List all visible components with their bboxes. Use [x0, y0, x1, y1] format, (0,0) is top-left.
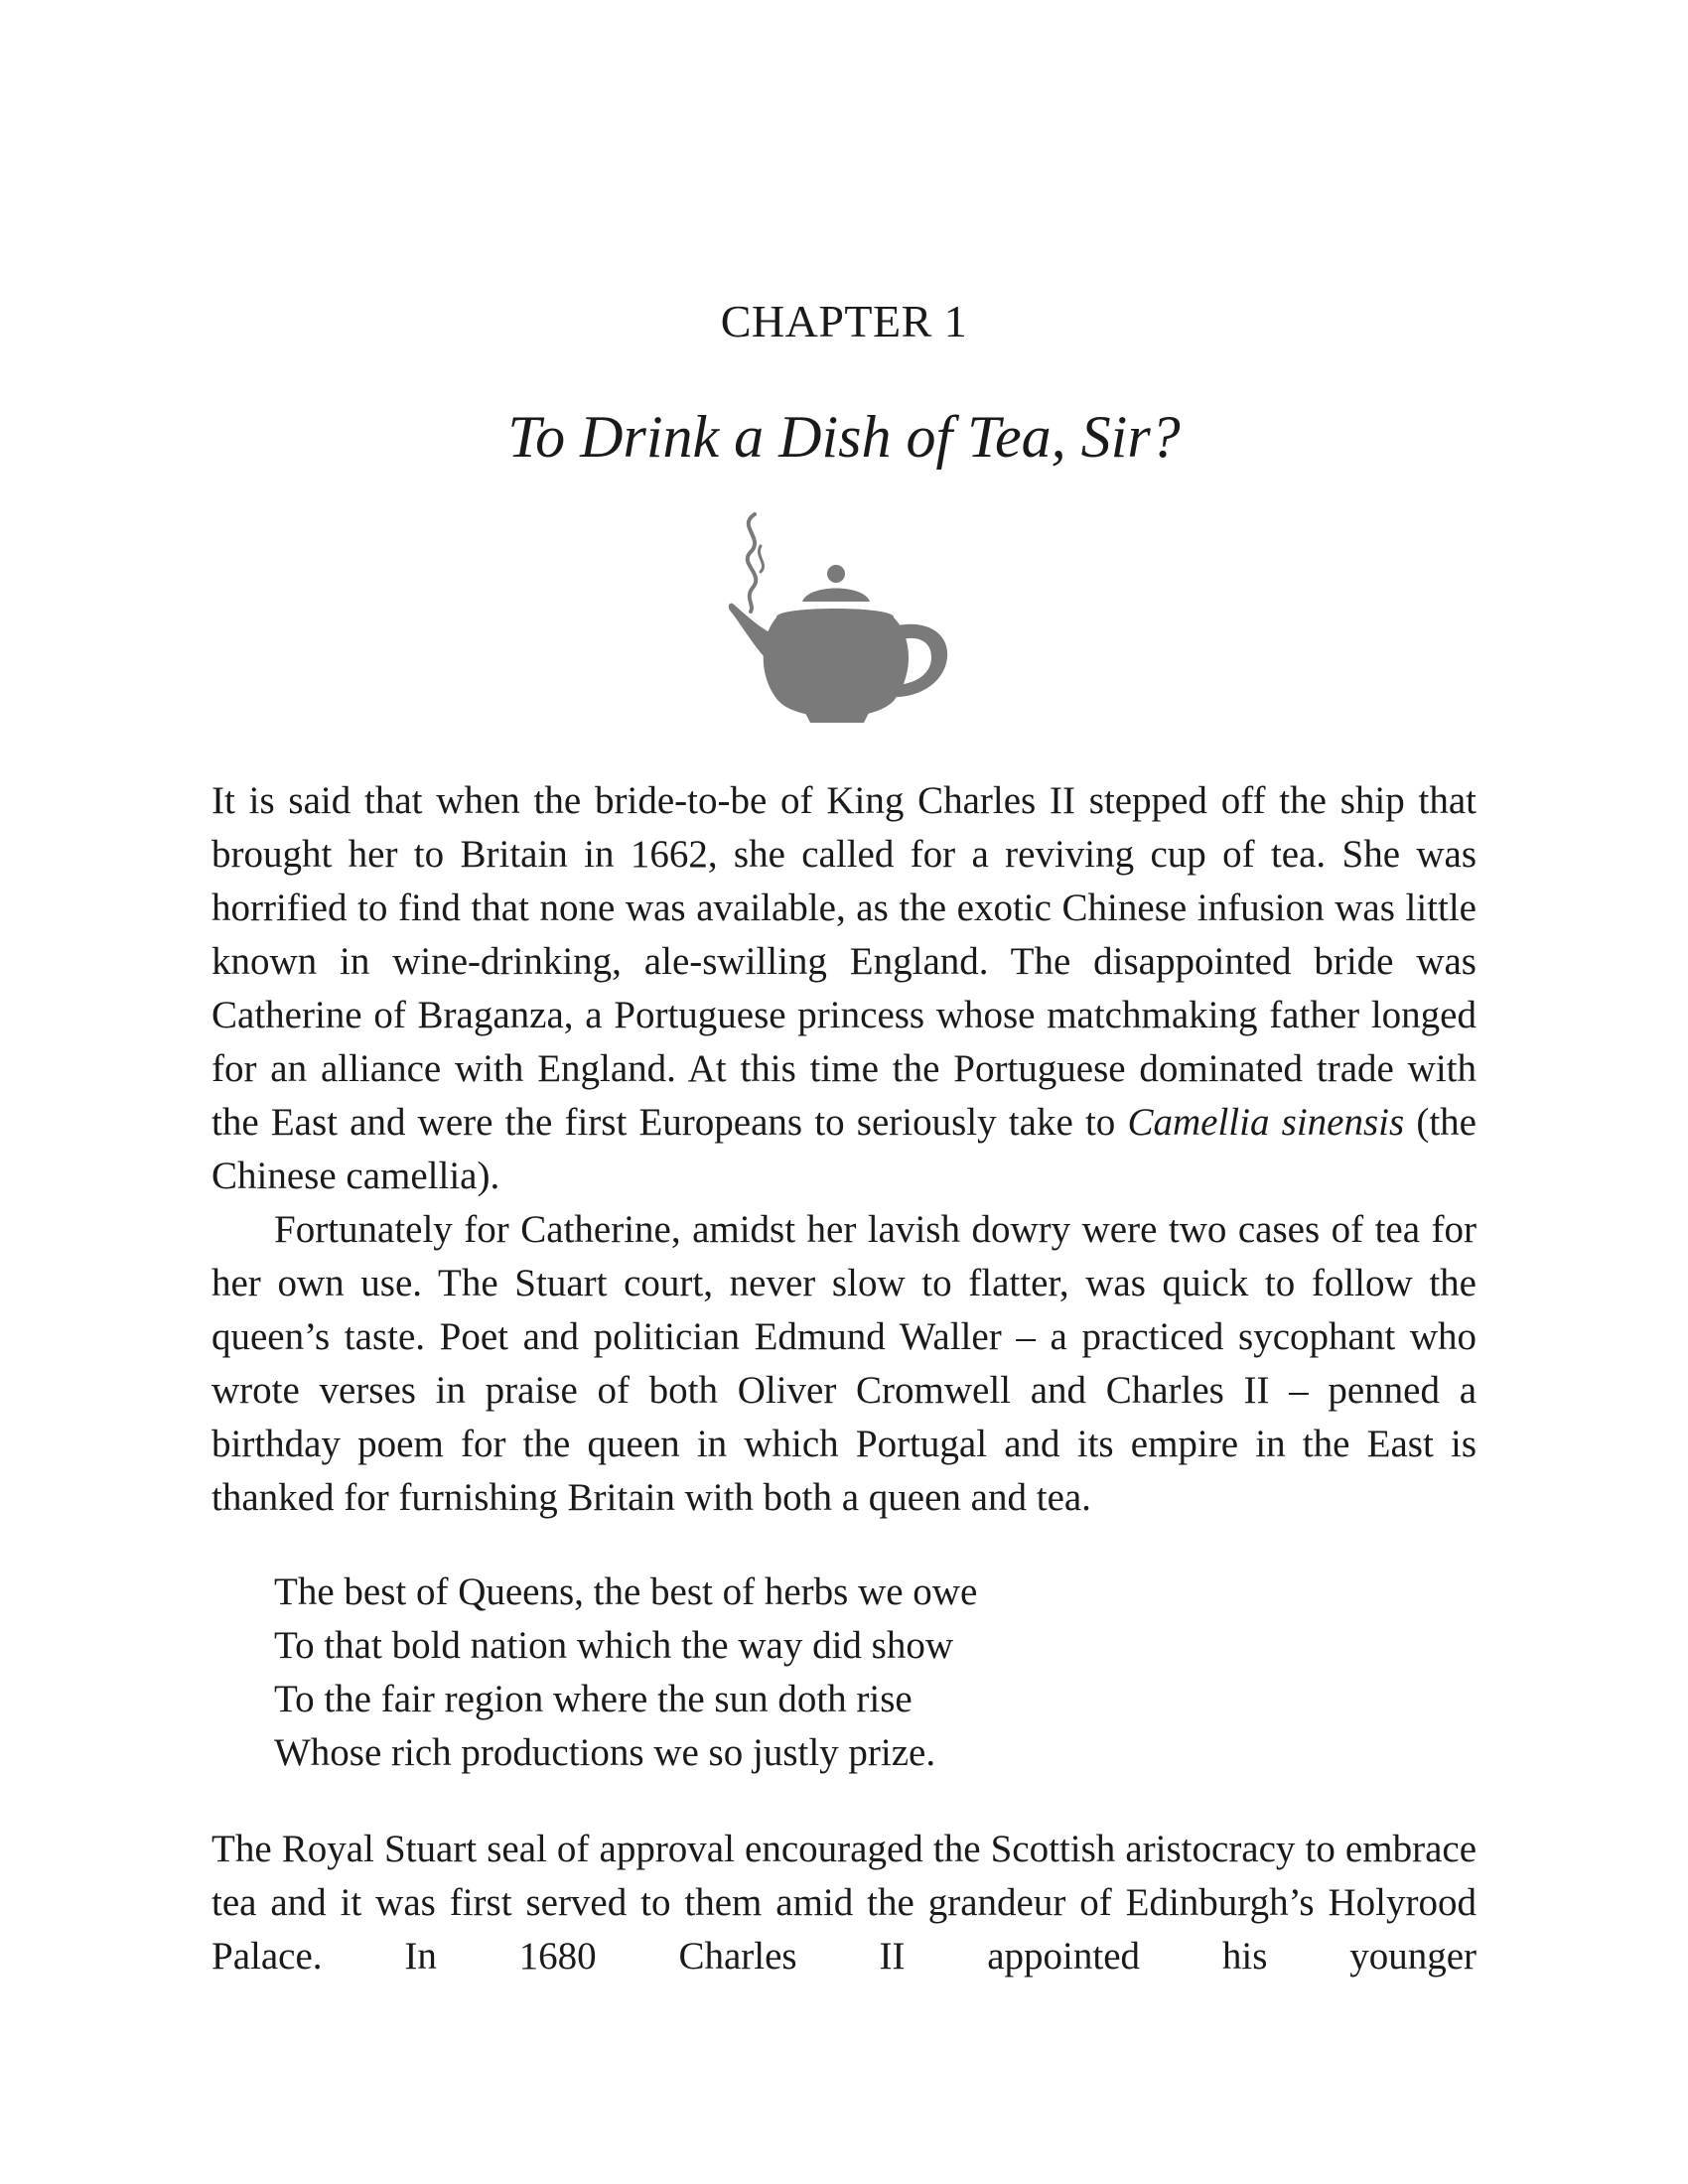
paragraph-3 [211, 1823, 1477, 1983]
verse-line: To that bold nation which the way did show [274, 1624, 954, 1667]
chapter-number: CHAPTER 1 [720, 296, 968, 346]
species-name: Camellia sinensis [1127, 1101, 1405, 1144]
teapot-icon [725, 506, 963, 735]
verse-line: To the fair region where the sun doth rise [274, 1678, 913, 1720]
paragraph-2 [211, 1203, 1477, 1525]
verse-line: The best of Queens, the best of herbs we owe [274, 1570, 978, 1613]
paragraph-3-text: The Royal Stuart seal of approval encouraged the Scottish aristocracy to embrace tea and it was first served to them amid the grandeur of Edinburgh’s Holyrood Palace. In 1680 Charles II appointed his younger [211, 1828, 1477, 1978]
chapter-title: To Drink a Dish of Tea, Sir? [507, 404, 1181, 470]
paragraph-1 [211, 774, 1477, 1203]
poem-quote [274, 1566, 977, 1780]
verse-line: Whose rich productions we so justly prize. [274, 1731, 936, 1774]
paragraph-1-end: (the Chinese camellia). [211, 1101, 1477, 1197]
paragraph-2-text: Fortunately for Catherine, amidst her lavish dowry were two cases of tea for her own use. The Stuart court, never slow to flatter, was quick to follow the queen’s taste. Poet and politician Edmund Waller – a practiced sycophant who wrote verses in praise of both Oliver Cromwell and Charles II – penned a birthday poem for the queen in which Portugal and its empire in the East is thanked for furnishing Britain with both a queen and tea. [211, 1208, 1477, 1519]
paragraph-1-text: It is said that when the bride-to-be of King Charles II stepped off the ship that brought her to Britain in 1662, she called for a reviving cup of tea. She was horrified to find that none was available, as the exotic Chinese infusion was little known in wine-drinking, ale-swilling England. The disappointed bride was Catherine of Braganza, a Portuguese princess whose matchmaking father longed for an alliance with England. At this time the Portuguese dominated trade with the East and were the first Europeans to seriously take to [211, 779, 1477, 1144]
steam-icon [748, 514, 756, 612]
